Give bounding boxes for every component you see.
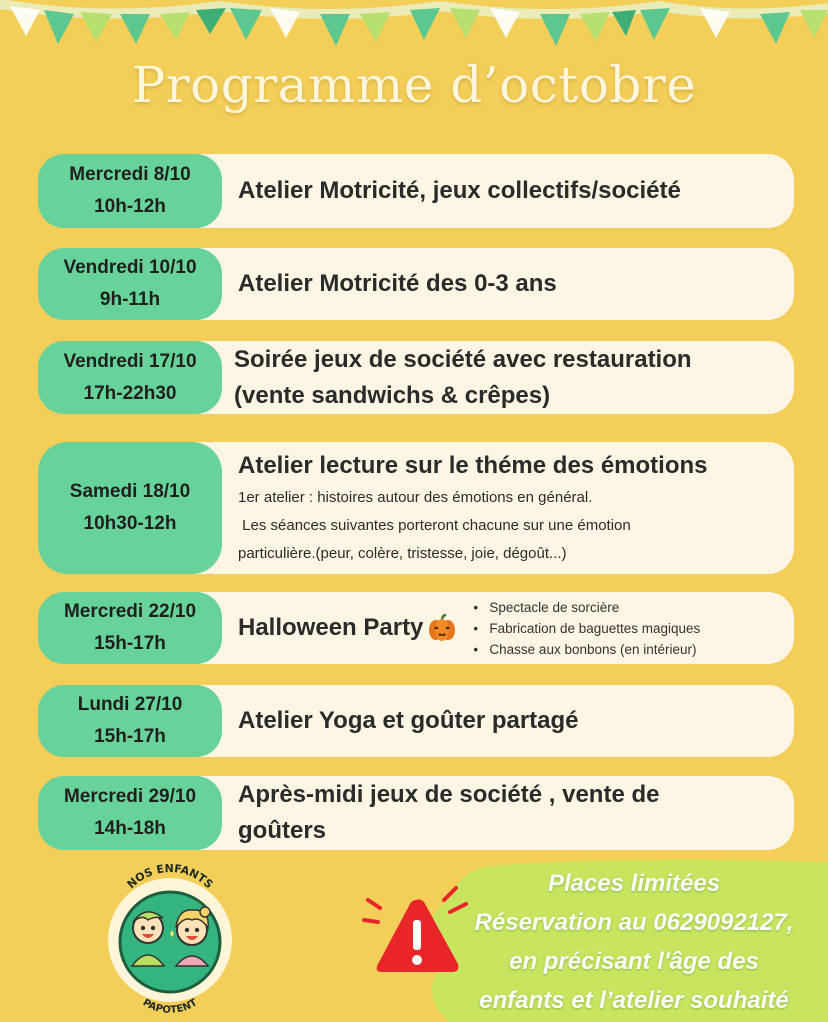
event-title: Atelier Motricité des 0-3 ans — [238, 270, 557, 297]
event-title-line1: Après-midi jeux de société , vente de — [238, 781, 660, 808]
event-title: Atelier Yoga et goûter partagé — [238, 707, 579, 734]
event-day: Samedi 18/10 — [69, 481, 191, 502]
list-item: • Fabrication de baguettes magiques — [471, 618, 700, 639]
notice-line: Réservation au 0629092127, — [474, 909, 794, 936]
event-detail: 1er atelier : histoires autour des émotions en général. — [238, 489, 593, 506]
list-item: • Spectacle de sorcière — [471, 597, 700, 618]
logo — [96, 858, 244, 1018]
event-date-badge — [38, 154, 222, 228]
page-title: Programme d’octobre — [131, 56, 697, 114]
event-title-line2: (vente sandwichs & crêpes) — [234, 381, 551, 409]
event-title: Halloween Party — [238, 614, 424, 641]
event-time: 10h-12h — [94, 196, 166, 217]
list-item: • Chasse aux bonbons (en intérieur) — [471, 639, 700, 660]
event-time: 14h-18h — [94, 818, 166, 839]
event-day: Mercredi 22/10 — [63, 601, 197, 622]
event-row — [38, 685, 794, 757]
event-day: Vendredi 17/10 — [63, 350, 197, 372]
event-time: 17h-22h30 — [83, 382, 177, 404]
event-day: Lundi 27/10 — [77, 694, 183, 715]
event-row — [38, 442, 794, 574]
event-time: 10h30-12h — [83, 513, 177, 534]
event-row — [38, 248, 794, 320]
pumpkin-icon — [427, 613, 457, 643]
event-row — [38, 776, 794, 850]
logo-bottom-text: PAPOTENT — [140, 997, 200, 1016]
notice-line: en précisant l'âge des — [509, 948, 759, 975]
event-title: Atelier Motricité, jeux collectifs/société — [238, 177, 681, 204]
notice-line: Places limitées — [547, 870, 721, 897]
event-day: Mercredi 8/10 — [69, 164, 191, 185]
event-title-line2: goûters — [238, 817, 327, 844]
event-time: 15h-17h — [94, 726, 166, 747]
event-date-badge — [38, 685, 222, 757]
event-date-badge — [38, 776, 222, 850]
reservation-notice — [440, 864, 828, 1020]
event-date-badge — [38, 592, 222, 664]
notice-line: enfants et l’atelier souhaité — [479, 987, 789, 1014]
event-detail: particulière.(peur, colère, tristesse, joie, dégoût...) — [238, 545, 567, 562]
event-title: Atelier lecture sur le théme des émotions — [238, 452, 708, 479]
event-date-badge — [38, 341, 222, 414]
event-title-line1: Soirée jeux de société avec restauration — [234, 345, 692, 373]
event-bullet-list — [471, 597, 700, 660]
event-row — [38, 592, 794, 664]
bunting-decoration — [0, 0, 828, 60]
event-detail: Les séances suivantes porteront chacune sur une émotion — [238, 517, 631, 534]
event-day: Vendredi 10/10 — [63, 257, 197, 278]
event-row — [38, 154, 794, 228]
event-day: Mercredi 29/10 — [63, 786, 197, 807]
logo-top-text: NOS ENFANTS — [124, 861, 216, 892]
event-time: 15h-17h — [94, 633, 166, 654]
event-date-badge — [38, 442, 222, 574]
event-time: 9h-11h — [99, 289, 161, 310]
event-date-badge — [38, 248, 222, 320]
event-row — [38, 341, 794, 414]
